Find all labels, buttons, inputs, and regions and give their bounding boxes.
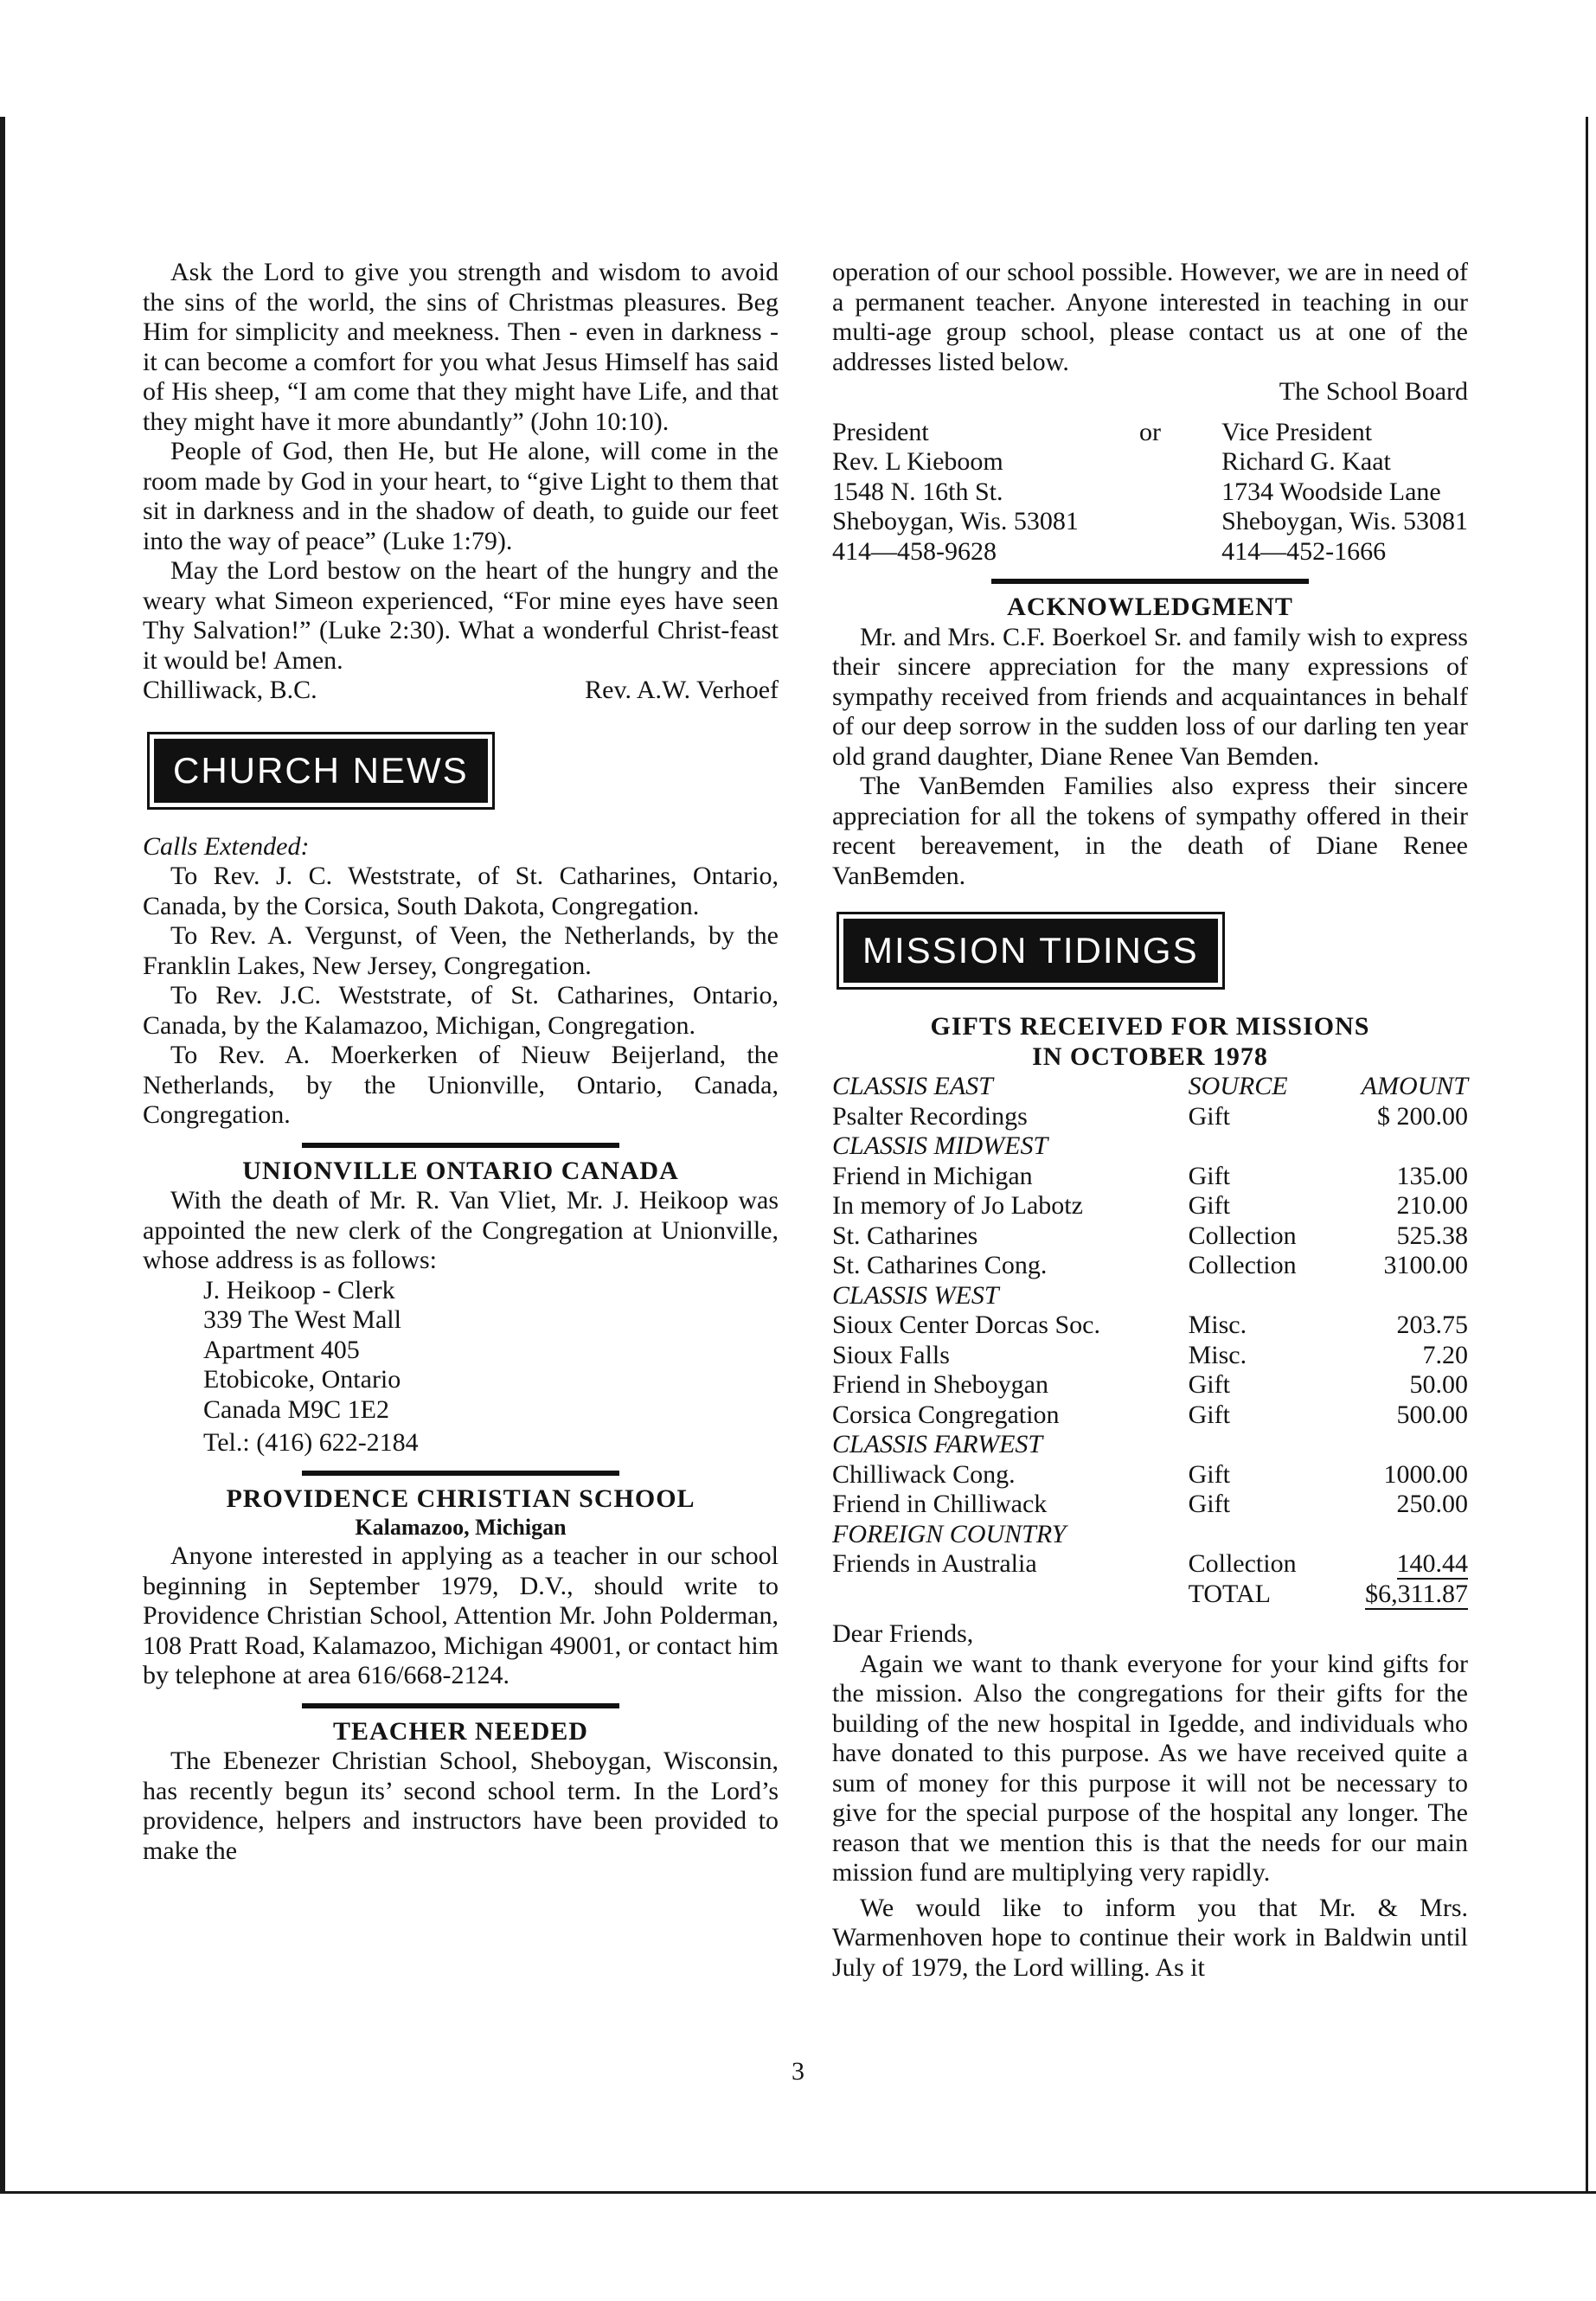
- gift-name: St. Catharines Cong.: [832, 1251, 1048, 1279]
- amount-column-header: AMOUNT: [1361, 1072, 1468, 1100]
- section-divider: [302, 1471, 620, 1476]
- scan-margin-top: [0, 0, 1596, 117]
- clerk-address: [143, 1276, 779, 1458]
- mission-tidings-banner-text: MISSION TIDINGS: [843, 919, 1218, 983]
- gift-name: St. Catharines: [832, 1221, 978, 1250]
- classis-row: [832, 1131, 1468, 1162]
- section-divider: [302, 1143, 620, 1148]
- gift-source: Misc.: [1188, 1340, 1247, 1369]
- last-gift-amount: 140.44: [1396, 1549, 1468, 1578]
- classis-farwest-label: CLASSIS FARWEST: [832, 1430, 1043, 1458]
- teacher-needed-heading: TEACHER NEEDED: [333, 1716, 588, 1746]
- gift-name: Corsica Congregation: [832, 1400, 1060, 1429]
- classis-west-label: CLASSIS WEST: [832, 1280, 999, 1310]
- gift-source: Collection: [1188, 1549, 1297, 1578]
- school-board-contacts: [832, 418, 1468, 567]
- gift-amount: [1341, 1549, 1468, 1580]
- clerk-telephone: Tel.: (416) 622-2184: [203, 1428, 419, 1457]
- president-contact: [832, 418, 1079, 567]
- gift-source: Gift: [1188, 1459, 1230, 1489]
- total-amount-cell: [1341, 1580, 1468, 1610]
- gift-amount: 525.38: [1396, 1221, 1468, 1250]
- gift-source: Gift: [1188, 1490, 1230, 1518]
- table-row: [832, 1221, 1468, 1252]
- table-row: [832, 1549, 1468, 1580]
- call-item: To Rev. A. Moerkerken of Nieuw Beijerland, the Netherlands, by the Unionville, Ontario, Canada, Congregation.: [143, 1041, 779, 1129]
- table-row: [832, 1370, 1468, 1400]
- table-row: [832, 1251, 1468, 1281]
- source-column-header: SOURCE: [1188, 1072, 1288, 1100]
- gift-name: Psalter Recordings: [832, 1101, 1028, 1131]
- total-row: [832, 1580, 1468, 1610]
- gift-name: Friend in Chilliwack: [832, 1490, 1048, 1518]
- foreign-country-label: FOREIGN COUNTRY: [832, 1519, 1067, 1548]
- intro-paragraph-2: People of God, then He, but He alone, will come in the room made by God in your heart, to “give Light to them that sit in darkness and in the shadow of death, to guide our feet into the way of peace” (Luke 1:79).: [143, 437, 779, 555]
- church-news-banner-text: CHURCH NEWS: [154, 739, 488, 803]
- table-row: [832, 1400, 1468, 1431]
- providence-text: Anyone interested in applying as a teacher in our school beginning in September 1979, D.V., should write to Providence Christian School, Attention Mr. John Polderman, 108 Pratt Road, Kalamazoo, Michigan 49001, or contact him by telephone at area 616/668-2124.: [143, 1541, 779, 1689]
- vice-president-contact: [1221, 418, 1468, 567]
- gift-amount: 250.00: [1396, 1490, 1468, 1518]
- gift-source: Gift: [1188, 1191, 1230, 1220]
- gift-name: Sioux Falls: [832, 1340, 950, 1369]
- contact-line: President: [832, 417, 929, 446]
- or-separator: or: [1139, 417, 1161, 446]
- address-line: 339 The West Mall: [203, 1305, 401, 1334]
- table-header-row: [832, 1072, 1468, 1102]
- gifts-heading-line2: IN OCTOBER 1978: [1032, 1042, 1268, 1071]
- gift-source: Gift: [1188, 1161, 1230, 1190]
- left-column: [143, 258, 779, 1866]
- scan-edge-bottom: [0, 2191, 1596, 2194]
- gift-name: In memory of Jo Labotz: [832, 1191, 1083, 1220]
- letter-paragraph: Again we want to thank everyone for your kind gifts for the mission. Also the congregations for their gifts for the building of the new hospital in Igedde, and individuals who have donated to this purpose. As we have received quite a sum of money for this purpose it will not be necessary to give for the special purpose of the hospital any longer. The reason that we mention this is that the needs for our main mission fund are multiplying very rapidly.: [832, 1649, 1468, 1887]
- section-divider: [991, 579, 1310, 584]
- classis-row: [832, 1520, 1468, 1550]
- address-line: Canada M9C 1E2: [203, 1394, 389, 1424]
- gift-name: Sioux Center Dorcas Soc.: [832, 1311, 1100, 1339]
- table-row: [832, 1341, 1468, 1371]
- table-row: [832, 1162, 1468, 1192]
- contact-line: 1734 Woodside Lane: [1221, 477, 1441, 506]
- table-row: [832, 1102, 1468, 1132]
- contact-line: Sheboygan, Wis. 53081: [832, 507, 1079, 535]
- total-amount: $6,311.87: [1365, 1579, 1468, 1608]
- total-label: TOTAL: [1188, 1579, 1271, 1608]
- right-column: [832, 258, 1468, 1983]
- letter-paragraph: We would like to inform you that Mr. & Mrs. Warmenhoven hope to continue their work in Baldwin until July of 1979, the Lord willing. As it: [832, 1893, 1468, 1982]
- unionville-text: With the death of Mr. R. Van Vliet, Mr. J. Heikoop was appointed the new clerk of the Congregation at Unionville, whose address is as follows:: [143, 1186, 779, 1274]
- gift-name: Chilliwack Cong.: [832, 1459, 1016, 1489]
- contact-line: 414—452-1666: [1221, 536, 1387, 566]
- gift-amount: 1000.00: [1383, 1459, 1468, 1489]
- gifts-heading-line1: GIFTS RECEIVED FOR MISSIONS: [930, 1012, 1370, 1041]
- classis-east-label: CLASSIS EAST: [832, 1072, 993, 1100]
- gift-source: Collection: [1188, 1251, 1297, 1279]
- gift-source: Gift: [1188, 1101, 1230, 1131]
- gift-amount: 210.00: [1396, 1191, 1468, 1220]
- article-signoff: [143, 676, 779, 706]
- address-line: Apartment 405: [203, 1335, 360, 1364]
- school-board-signature: The School Board: [1279, 377, 1468, 406]
- gift-source: Collection: [1188, 1221, 1297, 1250]
- contact-line: Sheboygan, Wis. 53081: [1221, 507, 1468, 535]
- table-row: [832, 1460, 1468, 1490]
- contact-line: Richard G. Kaat: [1221, 447, 1391, 476]
- letter-salutation: Dear Friends,: [832, 1619, 974, 1648]
- acknowledgment-paragraph: The VanBemden Families also express their sincere appreciation for all the tokens of sympathy offered in their recent bereavement, in the death of Diane Renee VanBemden.: [832, 772, 1468, 890]
- gift-name: Friends in Australia: [832, 1549, 1037, 1578]
- section-divider: [302, 1703, 620, 1708]
- address-line: Etobicoke, Ontario: [203, 1365, 401, 1394]
- gift-amount: 135.00: [1396, 1161, 1468, 1190]
- page-number: 3: [792, 2057, 804, 2086]
- intro-paragraph-1: Ask the Lord to give you strength and wisdom to avoid the sins of the world, the sins of Christmas pleasures. Beg Him for simplicity and meekness. Then - even in darkness - it can become a comfort for you what Jesus Himself has said of His sheep, “I am come that they might have Life, and that they might have it more abundantly” (John 10:10).: [143, 258, 779, 436]
- intro-paragraph-3: May the Lord bestow on the heart of the hungry and the weary what Simeon experienced, “For mine eyes have seen Thy Salvation!” (Luke 2:30). What a wonderful Christ-feast it would be! Amen.: [143, 556, 779, 675]
- gift-amount: $ 200.00: [1377, 1101, 1468, 1131]
- scan-edge-left: [0, 117, 5, 2193]
- address-line: J. Heikoop - Clerk: [203, 1275, 395, 1304]
- contact-line: 414—458-9628: [832, 536, 997, 566]
- acknowledgment-paragraph: Mr. and Mrs. C.F. Boerkoel Sr. and family wish to express their sincere appreciation for the many expressions of sympathy received from friends and acquaintances in behalf of our deep sorrow in the sudden loss of our darling ten year old grand daughter, Diane Renee Van Bemden.: [832, 622, 1468, 771]
- gift-name: Friend in Michigan: [832, 1161, 1033, 1190]
- call-item: To Rev. J.C. Weststrate, of St. Catharines, Ontario, Canada, by the Kalamazoo, Michigan, Congregation.: [143, 981, 779, 1040]
- total-spacer: [832, 1580, 1189, 1610]
- providence-heading: PROVIDENCE CHRISTIAN SCHOOL: [226, 1484, 695, 1513]
- scan-edge-right: [1586, 117, 1588, 2193]
- church-news-banner: [147, 732, 495, 810]
- signoff-name: Rev. A.W. Verhoef: [585, 676, 779, 704]
- gift-source: Misc.: [1188, 1311, 1247, 1339]
- acknowledgment-heading: ACKNOWLEDGMENT: [1007, 593, 1293, 621]
- contact-line: Vice President: [1221, 417, 1373, 446]
- calls-extended-label: Calls Extended:: [143, 831, 310, 861]
- gift-amount: 3100.00: [1383, 1251, 1468, 1279]
- classis-row: [832, 1281, 1468, 1311]
- call-item: To Rev. J. C. Weststrate, of St. Catharines, Ontario, Canada, by the Corsica, South Dakota, Congregation.: [143, 862, 779, 920]
- providence-subheading: Kalamazoo, Michigan: [355, 1515, 567, 1540]
- classis-midwest-label: CLASSIS MIDWEST: [832, 1131, 1048, 1160]
- mission-tidings-banner: [836, 912, 1225, 990]
- gift-source: Gift: [1188, 1400, 1230, 1429]
- classis-row: [832, 1430, 1468, 1460]
- gift-amount: 203.75: [1396, 1311, 1468, 1339]
- teacher-needed-continuation: operation of our school possible. However, we are in need of a permanent teacher. Anyone interested in teaching in our multi-age group school, please contact us at one of the addresses listed below.: [832, 258, 1468, 376]
- call-item: To Rev. A. Vergunst, of Veen, the Netherlands, by the Franklin Lakes, New Jersey, Congregation.: [143, 921, 779, 980]
- unionville-heading: UNIONVILLE ONTARIO CANADA: [242, 1156, 679, 1185]
- gifts-table: [832, 1072, 1468, 1609]
- table-row: [832, 1490, 1468, 1520]
- gift-amount: 7.20: [1422, 1340, 1468, 1369]
- table-row: [832, 1191, 1468, 1221]
- signoff-place: Chilliwack, B.C.: [143, 676, 317, 704]
- gift-name: Friend in Sheboygan: [832, 1370, 1048, 1399]
- teacher-needed-text: The Ebenezer Christian School, Sheboygan, Wisconsin, has recently begun its’ second school term. In the Lord’s providence, helpers and instructors have been provided to make the: [143, 1747, 779, 1865]
- contact-line: 1548 N. 16th St.: [832, 477, 1003, 506]
- table-row: [832, 1311, 1468, 1341]
- gift-amount: 50.00: [1409, 1370, 1468, 1399]
- gift-source: Gift: [1188, 1370, 1230, 1399]
- contact-line: Rev. L Kieboom: [832, 447, 1003, 476]
- gift-amount: 500.00: [1396, 1400, 1468, 1429]
